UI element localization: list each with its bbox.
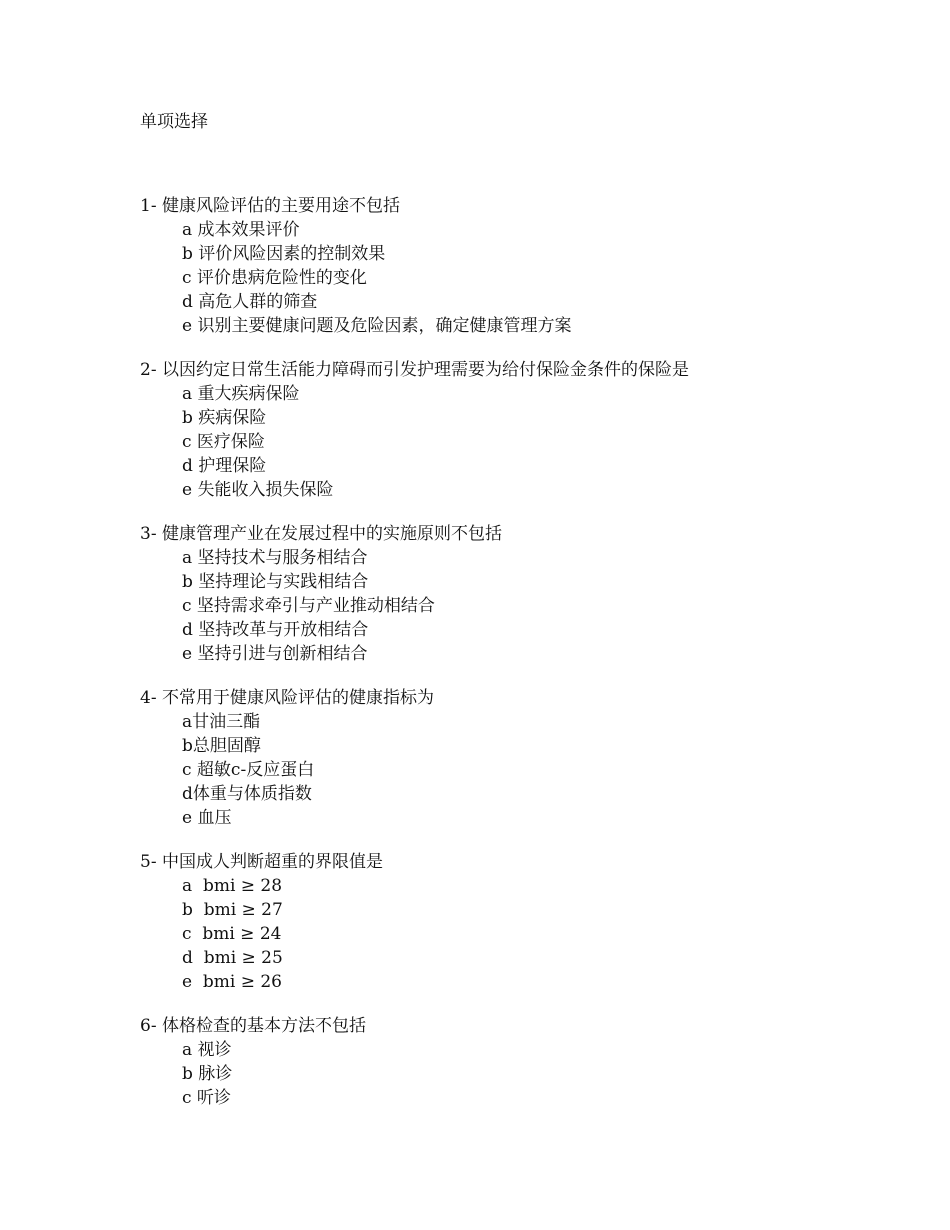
option-c: c 坚持需求牵引与产业推动相结合: [182, 596, 435, 616]
option-b: b 脉诊: [182, 1064, 233, 1084]
option-a: a bmi ≥ 28: [182, 876, 283, 896]
option-list: [140, 1038, 900, 1110]
option-list: [140, 546, 900, 666]
option-list: [140, 382, 900, 502]
question-stem: 6- 体格检查的基本方法不包括: [140, 1016, 366, 1036]
option-list: [140, 710, 900, 830]
option-d: d体重与体质指数: [182, 784, 312, 804]
option-c: c 医疗保险: [182, 432, 265, 452]
option-a: a 重大疾病保险: [182, 384, 300, 404]
question-2: [140, 358, 900, 502]
question-stem: 2- 以因约定日常生活能力障碍而引发护理需要为给付保险金条件的保险是: [140, 360, 689, 380]
option-a: a甘油三酯: [182, 712, 261, 732]
option-d: d bmi ≥ 25: [182, 948, 283, 968]
option-d: d 高危人群的筛查: [182, 292, 318, 312]
question-3: [140, 522, 900, 666]
option-b: b 坚持理论与实践相结合: [182, 572, 369, 592]
option-b: b bmi ≥ 27: [182, 900, 283, 920]
option-b: b总胆固醇: [182, 736, 261, 756]
document-page: [140, 110, 900, 1130]
option-a: a 成本效果评价: [182, 220, 300, 240]
question-stem: 5- 中国成人判断超重的界限值是: [140, 852, 383, 872]
option-c: c bmi ≥ 24: [182, 924, 282, 944]
question-stem: 1- 健康风险评估的主要用途不包括: [140, 196, 400, 216]
option-c: c 听诊: [182, 1088, 231, 1108]
option-a: a 坚持技术与服务相结合: [182, 548, 368, 568]
section-title: 单项选择: [140, 112, 208, 132]
question-4: [140, 686, 900, 830]
option-e: e 失能收入损失保险: [182, 480, 334, 500]
option-list: [140, 218, 900, 338]
option-e: e 坚持引进与创新相结合: [182, 644, 368, 664]
question-1: [140, 194, 900, 338]
question-5: [140, 850, 900, 994]
question-6: [140, 1014, 900, 1110]
option-d: d 坚持改革与开放相结合: [182, 620, 369, 640]
question-stem: 4- 不常用于健康风险评估的健康指标为: [140, 688, 434, 708]
question-stem: 3- 健康管理产业在发展过程中的实施原则不包括: [140, 524, 502, 544]
option-b: b 疾病保险: [182, 408, 267, 428]
option-c: c 评价患病危险性的变化: [182, 268, 367, 288]
option-e: e bmi ≥ 26: [182, 972, 282, 992]
option-c: c 超敏c-反应蛋白: [182, 760, 315, 780]
option-e: e 识别主要健康问题及危险因素，确定健康管理方案: [182, 316, 572, 336]
option-e: e 血压: [182, 808, 232, 828]
option-a: a 视诊: [182, 1040, 232, 1060]
option-b: b 评价风险因素的控制效果: [182, 244, 386, 264]
option-list: [140, 874, 900, 994]
option-d: d 护理保险: [182, 456, 267, 476]
